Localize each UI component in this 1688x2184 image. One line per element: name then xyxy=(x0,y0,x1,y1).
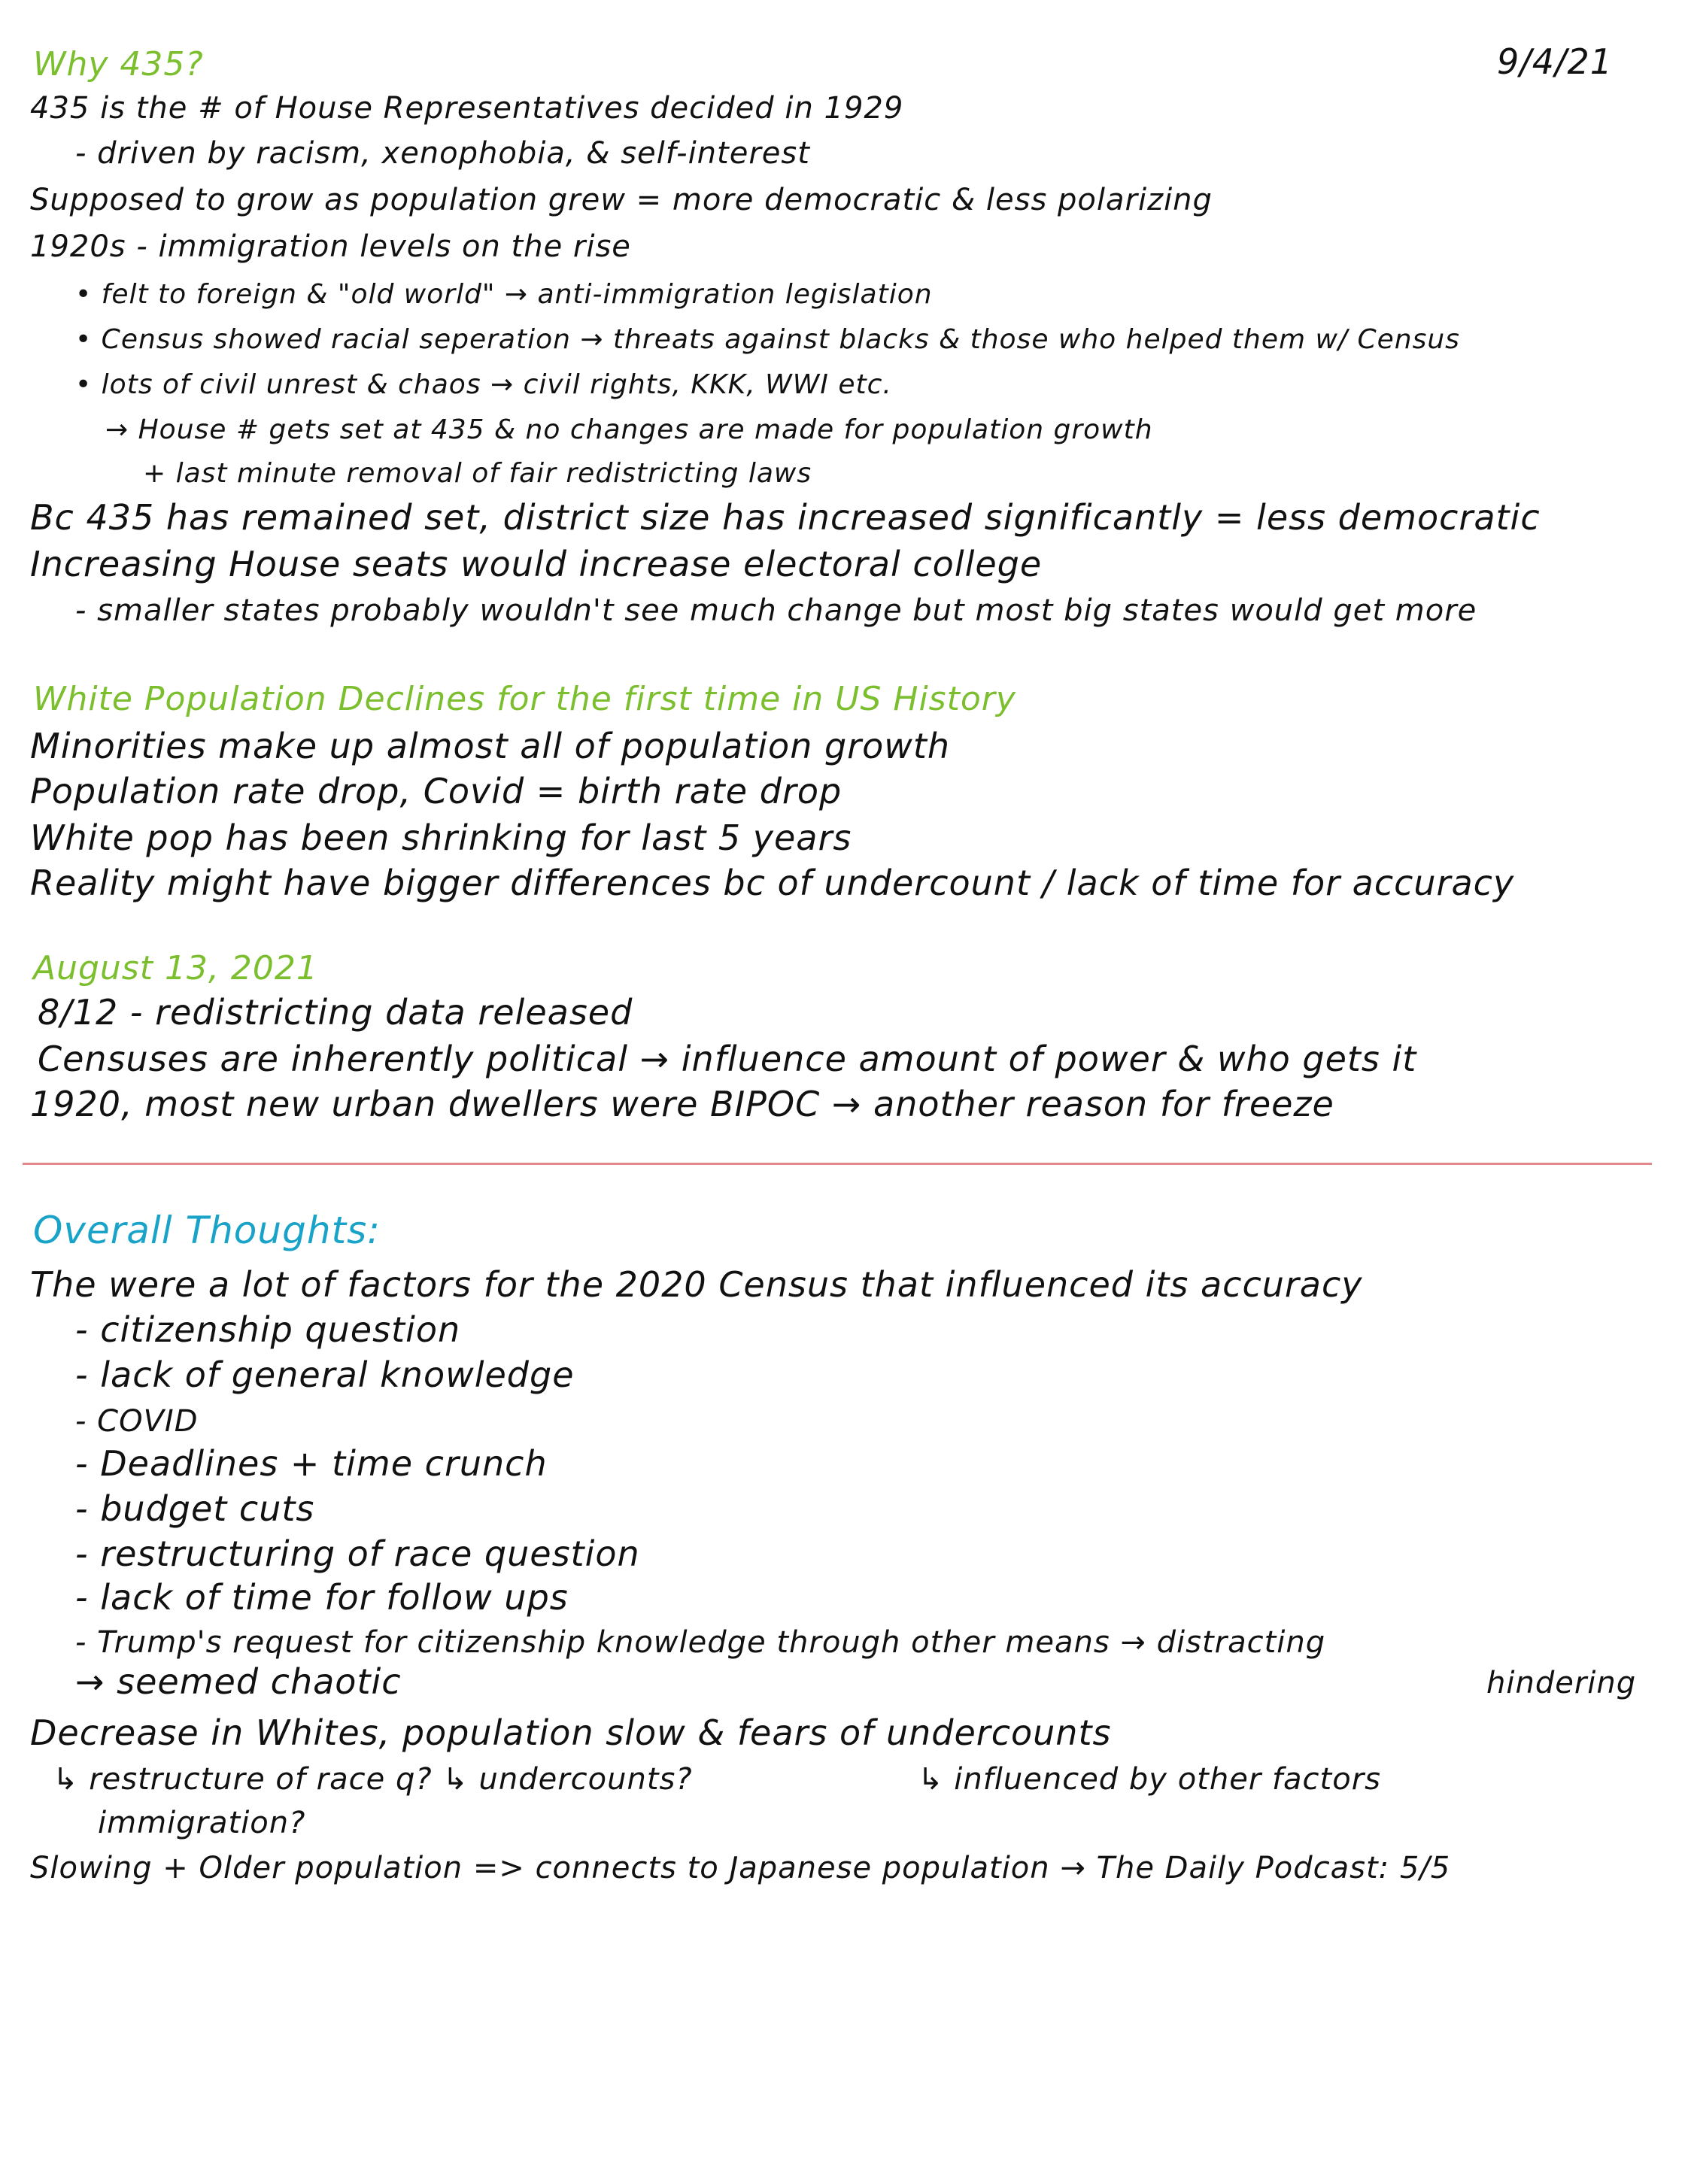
note-line: hindering xyxy=(1486,1666,1637,1700)
note-line: + last minute removal of fair redistricting laws xyxy=(143,458,812,489)
note-line: 435 is the # of House Representatives decided in 1929 xyxy=(30,91,904,126)
bullet-item: - budget cuts xyxy=(75,1488,315,1529)
note-line: 8/12 - redistricting data released xyxy=(38,992,633,1033)
section-heading-august: August 13, 2021 xyxy=(33,949,318,987)
note-line: Reality might have bigger differences bc of undercount / lack of time for accuracy xyxy=(30,863,1515,903)
bullet-item: - Deadlines + time crunch xyxy=(75,1443,548,1484)
note-line: • Census showed racial seperation → threats against blacks & those who helped them w/ Census xyxy=(75,324,1460,355)
note-line: White pop has been shrinking for last 5 years xyxy=(30,817,852,858)
section-heading-overall-thoughts: Overall Thoughts: xyxy=(33,1209,381,1252)
note-line: - smaller states probably wouldn't see much change but most big states would get more xyxy=(75,593,1477,628)
note-line: Population rate drop, Covid = birth rate drop xyxy=(30,771,842,811)
note-line: The were a lot of factors for the 2020 Census that influenced its accuracy xyxy=(30,1264,1363,1305)
note-line: Bc 435 has remained set, district size has increased significantly = less democratic xyxy=(30,497,1541,538)
note-line: Decrease in Whites, population slow & fears of undercounts xyxy=(30,1712,1112,1753)
note-line: 1920, most new urban dwellers were BIPOC → another reason for freeze xyxy=(30,1084,1334,1124)
note-line: • felt to foreign & "old world" → anti-immigration legislation xyxy=(75,279,933,310)
note-line: • lots of civil unrest & chaos → civil rights, KKK, WWI etc. xyxy=(75,369,892,400)
note-line: Censuses are inherently political → influence amount of power & who gets it xyxy=(38,1039,1417,1079)
bullet-item: - Trump's request for citizenship knowledge through other means → distracting xyxy=(75,1625,1326,1660)
bullet-item: - restructuring of race question xyxy=(75,1533,640,1574)
note-line: 1920s - immigration levels on the rise xyxy=(30,229,631,264)
section-heading-white-population: White Population Declines for the first time in US History xyxy=(33,680,1016,718)
bullet-item: - lack of general knowledge xyxy=(75,1354,575,1395)
bullet-item: - COVID xyxy=(75,1404,199,1439)
section-divider xyxy=(23,1163,1652,1165)
note-line: Supposed to grow as population grew = more democratic & less polarizing xyxy=(30,183,1213,217)
note-line: Slowing + Older population => connects to Japanese population → The Daily Podcast: 5/5 xyxy=(30,1851,1451,1885)
note-line: Increasing House seats would increase electoral college xyxy=(30,544,1043,584)
note-line: ↳ restructure of race q? ↳ undercounts? xyxy=(53,1762,693,1797)
bullet-item: - citizenship question xyxy=(75,1309,461,1350)
bullet-item: - lack of time for follow ups xyxy=(75,1577,569,1618)
note-line: - driven by racism, xenophobia, & self-interest xyxy=(75,136,810,171)
note-line: → House # gets set at 435 & no changes are made for population growth xyxy=(105,414,1153,445)
note-line: Minorities make up almost all of population growth xyxy=(30,726,951,766)
date-label: 9/4/21 xyxy=(1497,41,1614,82)
note-line: immigration? xyxy=(98,1806,306,1840)
section-heading-why-435: Why 435? xyxy=(33,45,204,83)
note-line: → seemed chaotic xyxy=(75,1661,402,1702)
note-line: ↳ influenced by other factors xyxy=(918,1762,1381,1797)
